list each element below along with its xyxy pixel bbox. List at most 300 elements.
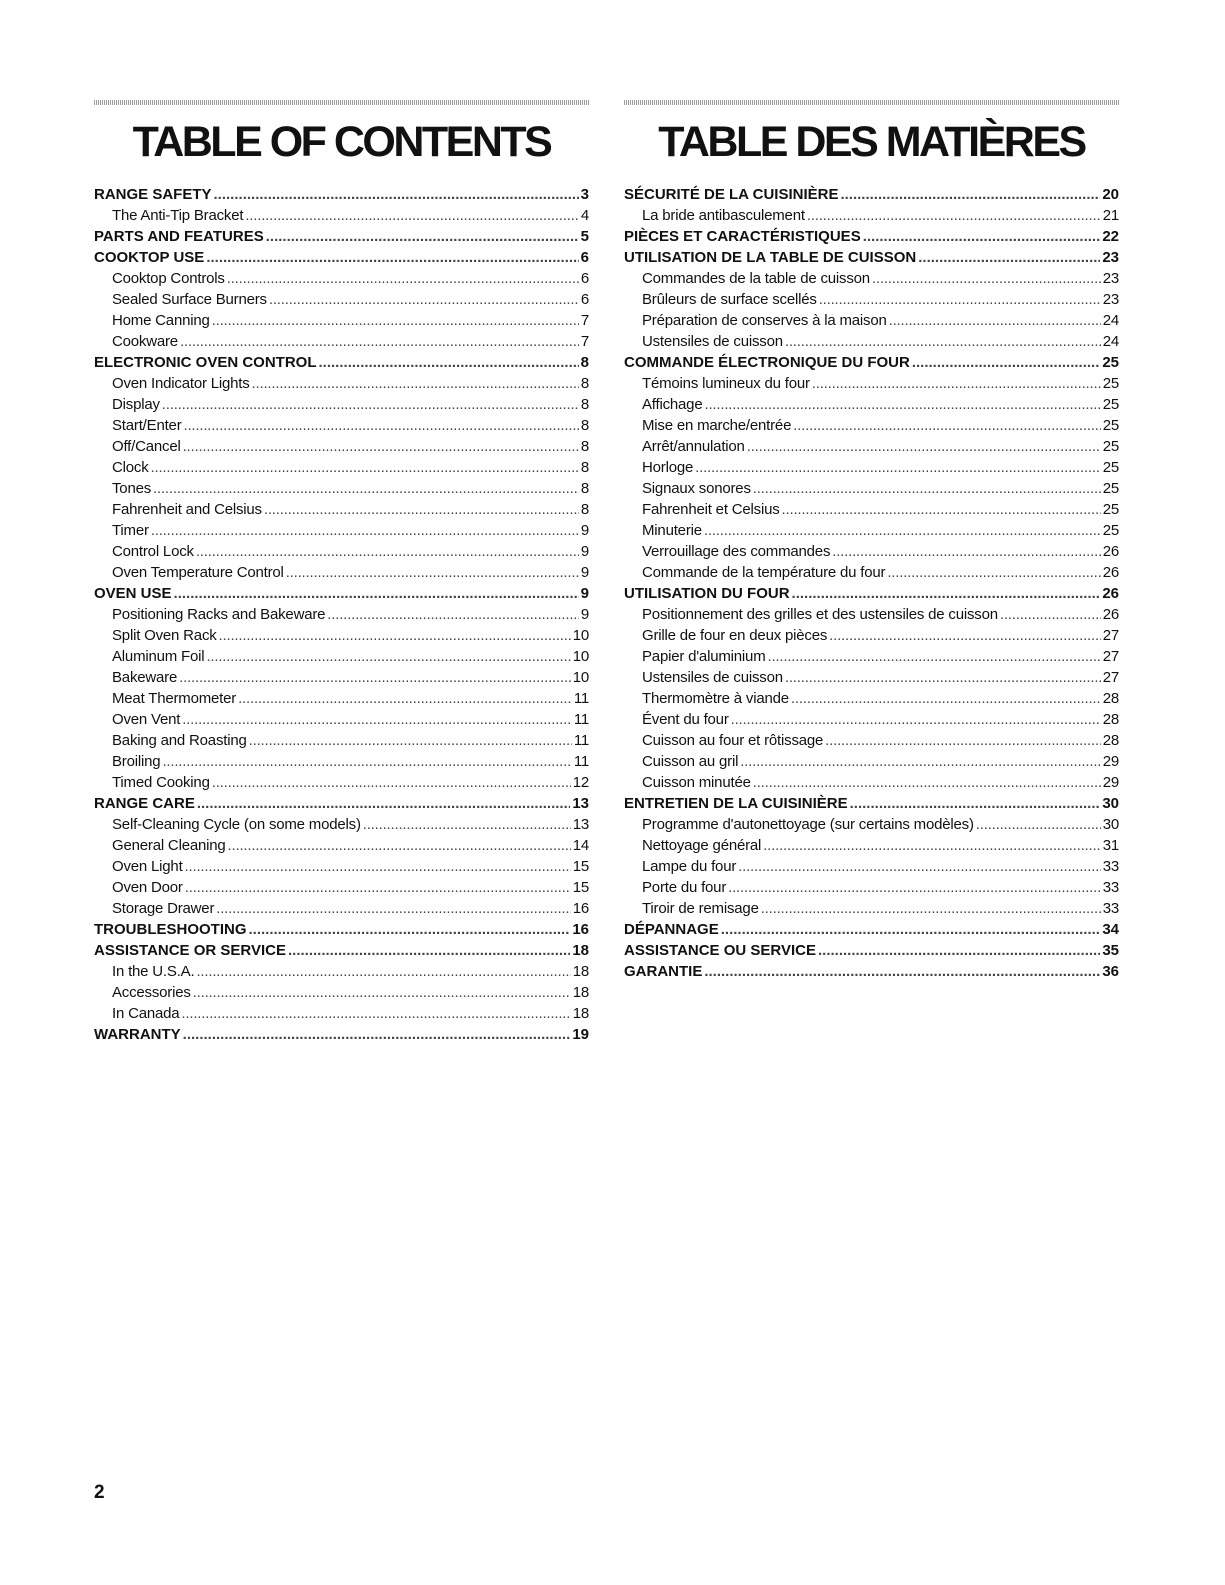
dot-leader (212, 772, 571, 793)
toc-subsection-entry (624, 667, 1119, 688)
dot-leader (812, 373, 1101, 394)
toc-entry-title: Display (112, 396, 160, 413)
toc-entry-title: RANGE CARE (94, 795, 195, 812)
dot-leader (214, 184, 579, 205)
toc-entry-title: Ustensiles de cuisson (642, 333, 783, 350)
dot-leader (174, 583, 579, 604)
toc-entry-page: 22 (1102, 228, 1119, 245)
dot-leader (196, 541, 579, 562)
toc-subsection-entry (94, 268, 589, 289)
dot-leader (238, 688, 572, 709)
toc-entry-title: Cuisson minutée (642, 774, 751, 791)
toc-subsection-entry (94, 814, 589, 835)
toc-entry-page: 25 (1102, 522, 1119, 539)
toc-entry-title: Home Canning (112, 312, 210, 329)
dot-leader (193, 982, 571, 1003)
dot-leader (363, 814, 571, 835)
toc-entry-page: 23 (1102, 270, 1119, 287)
toc-entry-page: 33 (1102, 879, 1119, 896)
toc-entry-title: Nettoyage général (642, 837, 762, 854)
toc-subsection-entry (94, 898, 589, 919)
toc-entry-title: Commande de la température du four (642, 564, 886, 581)
toc-entry-title: The Anti-Tip Bracket (112, 207, 244, 224)
toc-subsection-entry (624, 415, 1119, 436)
toc-entry-title: UTILISATION DE LA TABLE DE CUISSON (624, 249, 917, 266)
toc-entry-page: 27 (1102, 627, 1119, 644)
toc-entry-page: 31 (1102, 837, 1119, 854)
dot-leader (183, 1024, 571, 1045)
dot-leader (782, 499, 1101, 520)
toc-entry-page: 36 (1102, 963, 1119, 980)
dot-leader (912, 352, 1100, 373)
dot-leader (793, 415, 1100, 436)
dotted-rule (94, 100, 589, 105)
toc-entry-page: 25 (1102, 354, 1119, 371)
dot-leader (753, 772, 1101, 793)
toc-entry-page: 11 (573, 732, 589, 749)
toc-subsection-entry (94, 667, 589, 688)
toc-entry-title: Papier d'aluminium (642, 648, 766, 665)
toc-subsection-entry (94, 331, 589, 352)
toc-entry-title: Ustensiles de cuisson (642, 669, 783, 686)
toc-subsection-entry (624, 751, 1119, 772)
dot-leader (264, 499, 579, 520)
toc-subsection-entry (94, 436, 589, 457)
toc-entry-page: 3 (580, 186, 589, 203)
toc-entry-page: 25 (1102, 459, 1119, 476)
french-toc-list (624, 184, 1119, 982)
toc-entry-title: Témoins lumineux du four (642, 375, 810, 392)
toc-subsection-entry (624, 709, 1119, 730)
toc-entry-title: Aluminum Foil (112, 648, 205, 665)
toc-subsection-entry (94, 394, 589, 415)
toc-entry-page: 26 (1102, 564, 1119, 581)
dot-leader (829, 625, 1101, 646)
toc-entry-page: 8 (580, 480, 589, 497)
toc-entry-title: Oven Indicator Lights (112, 375, 250, 392)
toc-entry-title: Broiling (112, 753, 161, 770)
toc-entry-page: 9 (580, 543, 589, 560)
toc-entry-title: Mise en marche/entrée (642, 417, 792, 434)
toc-entry-page: 5 (580, 228, 589, 245)
toc-entry-page: 7 (580, 333, 589, 350)
toc-entry-title: RANGE SAFETY (94, 186, 212, 203)
dot-leader (197, 793, 570, 814)
toc-entry-title: ELECTRONIC OVEN CONTROL (94, 354, 317, 371)
dot-leader (249, 730, 572, 751)
toc-entry-title: Bakeware (112, 669, 178, 686)
toc-entry-title: Préparation de conserves à la maison (642, 312, 887, 329)
dot-leader (704, 394, 1100, 415)
toc-entry-page: 23 (1102, 249, 1119, 266)
toc-entry-page: 7 (580, 312, 589, 329)
toc-entry-title: Positioning Racks and Bakeware (112, 606, 326, 623)
dot-leader (180, 331, 579, 352)
dot-leader (288, 940, 570, 961)
toc-section-entry (94, 184, 589, 205)
dot-leader (181, 1003, 570, 1024)
dot-leader (889, 310, 1101, 331)
toc-entry-page: 8 (580, 396, 589, 413)
toc-subsection-entry (624, 394, 1119, 415)
toc-entry-page: 28 (1102, 732, 1119, 749)
english-toc-list (94, 184, 589, 1045)
toc-subsection-entry (624, 268, 1119, 289)
toc-entry-title: Commandes de la table de cuisson (642, 270, 870, 287)
dot-leader (791, 688, 1101, 709)
toc-entry-title: Control Lock (112, 543, 194, 560)
toc-entry-title: Sealed Surface Burners (112, 291, 267, 308)
toc-entry-title: Tiroir de remisage (642, 900, 759, 917)
french-toc-column (624, 100, 1119, 982)
toc-subsection-entry (624, 625, 1119, 646)
toc-entry-page: 29 (1102, 774, 1119, 791)
toc-entry-title: Baking and Roasting (112, 732, 247, 749)
toc-section-entry (624, 226, 1119, 247)
toc-subsection-entry (624, 604, 1119, 625)
toc-entry-page: 18 (572, 1005, 589, 1022)
dot-leader (162, 751, 571, 772)
toc-subsection-entry (624, 772, 1119, 793)
toc-entry-page: 30 (1102, 795, 1119, 812)
toc-subsection-entry (624, 436, 1119, 457)
toc-entry-page: 12 (572, 774, 589, 791)
toc-section-entry (624, 961, 1119, 982)
dot-leader (185, 877, 571, 898)
toc-subsection-entry (624, 541, 1119, 562)
toc-entry-title: Storage Drawer (112, 900, 215, 917)
toc-section-entry (624, 247, 1119, 268)
toc-entry-page: 13 (572, 795, 589, 812)
toc-entry-page: 25 (1102, 396, 1119, 413)
toc-entry-page: 15 (572, 879, 589, 896)
toc-entry-page: 29 (1102, 753, 1119, 770)
toc-entry-title: WARRANTY (94, 1026, 181, 1043)
toc-entry-title: Oven Door (112, 879, 183, 896)
dot-leader (731, 709, 1101, 730)
toc-entry-title: Timed Cooking (112, 774, 210, 791)
toc-entry-page: 10 (572, 648, 589, 665)
toc-entry-title: Oven Temperature Control (112, 564, 284, 581)
dot-leader (249, 919, 571, 940)
dot-leader (252, 373, 579, 394)
dot-leader (196, 961, 570, 982)
dot-leader (319, 352, 579, 373)
dot-leader (179, 667, 571, 688)
dot-leader (785, 331, 1101, 352)
toc-subsection-entry (624, 331, 1119, 352)
toc-subsection-entry (94, 289, 589, 310)
toc-entry-page: 13 (572, 816, 589, 833)
toc-section-entry (624, 940, 1119, 961)
toc-entry-page: 8 (580, 354, 589, 371)
toc-subsection-entry (624, 898, 1119, 919)
toc-entry-page: 35 (1102, 942, 1119, 959)
dot-leader (721, 919, 1101, 940)
toc-entry-title: Thermomètre à viande (642, 690, 789, 707)
toc-subsection-entry (624, 289, 1119, 310)
toc-section-entry (624, 793, 1119, 814)
dot-leader (825, 730, 1101, 751)
toc-entry-title: Split Oven Rack (112, 627, 217, 644)
toc-entry-title: Lampe du four (642, 858, 737, 875)
toc-entry-page: 26 (1102, 543, 1119, 560)
dot-leader (206, 646, 570, 667)
toc-entry-page: 18 (572, 984, 589, 1001)
toc-section-entry (624, 583, 1119, 604)
toc-entry-title: Positionnement des grilles et des ustensiles de cuisson (642, 606, 998, 623)
toc-entry-page: 11 (573, 753, 589, 770)
dot-leader (819, 289, 1101, 310)
toc-entry-page: 11 (573, 690, 589, 707)
dot-leader (850, 793, 1101, 814)
toc-subsection-entry (624, 562, 1119, 583)
toc-subsection-entry (94, 961, 589, 982)
toc-entry-title: La bride antibasculement (642, 207, 805, 224)
dot-leader (763, 835, 1101, 856)
dot-leader (753, 478, 1101, 499)
toc-entry-page: 21 (1102, 207, 1119, 224)
dot-leader (212, 310, 579, 331)
dot-leader (245, 205, 579, 226)
toc-entry-title: Oven Vent (112, 711, 181, 728)
toc-subsection-entry (94, 205, 589, 226)
toc-entry-page: 8 (580, 501, 589, 518)
toc-entry-title: Tones (112, 480, 152, 497)
toc-entry-title: In the U.S.A. (112, 963, 195, 980)
toc-subsection-entry (624, 646, 1119, 667)
toc-entry-title: ENTRETIEN DE LA CUISINIÈRE (624, 795, 848, 812)
toc-subsection-entry (624, 520, 1119, 541)
toc-entry-title: Affichage (642, 396, 703, 413)
dot-leader (792, 583, 1101, 604)
toc-section-entry (94, 247, 589, 268)
dot-leader (872, 268, 1101, 289)
toc-subsection-entry (94, 646, 589, 667)
toc-entry-title: General Cleaning (112, 837, 226, 854)
dot-leader (740, 751, 1100, 772)
toc-entry-page: 8 (580, 459, 589, 476)
dot-leader (286, 562, 579, 583)
toc-entry-page: 28 (1102, 690, 1119, 707)
toc-entry-page: 9 (580, 606, 589, 623)
toc-entry-page: 4 (580, 207, 589, 224)
toc-subsection-entry (624, 877, 1119, 898)
toc-subsection-entry (94, 709, 589, 730)
toc-subsection-entry (94, 625, 589, 646)
toc-entry-page: 27 (1102, 648, 1119, 665)
dot-leader (183, 436, 579, 457)
toc-entry-page: 26 (1102, 585, 1119, 602)
toc-entry-page: 25 (1102, 417, 1119, 434)
toc-entry-title: Cuisson au gril (642, 753, 739, 770)
toc-entry-title: Signaux sonores (642, 480, 751, 497)
toc-subsection-entry (94, 541, 589, 562)
toc-section-entry (94, 226, 589, 247)
toc-entry-page: 8 (580, 417, 589, 434)
toc-subsection-entry (624, 835, 1119, 856)
toc-entry-page: 20 (1102, 186, 1119, 203)
dot-leader (761, 898, 1101, 919)
toc-subsection-entry (94, 604, 589, 625)
toc-subsection-entry (624, 499, 1119, 520)
dot-leader (807, 205, 1101, 226)
dot-leader (216, 898, 570, 919)
toc-entry-title: ASSISTANCE OR SERVICE (94, 942, 286, 959)
english-toc-column (94, 100, 589, 1045)
toc-entry-page: 18 (572, 942, 589, 959)
toc-subsection-entry (94, 856, 589, 877)
toc-section-entry (624, 919, 1119, 940)
dot-leader (695, 457, 1101, 478)
dot-leader (151, 457, 579, 478)
toc-entry-title: ASSISTANCE OU SERVICE (624, 942, 816, 959)
french-toc-heading: TABLE DES MATIÈRES (658, 118, 1085, 166)
dot-leader (1000, 604, 1101, 625)
dot-leader (818, 940, 1100, 961)
toc-subsection-entry (94, 457, 589, 478)
dot-leader (768, 646, 1101, 667)
toc-subsection-entry (94, 835, 589, 856)
toc-entry-page: 26 (1102, 606, 1119, 623)
toc-entry-title: COMMANDE ÉLECTRONIQUE DU FOUR (624, 354, 910, 371)
toc-subsection-entry (94, 751, 589, 772)
dot-leader (887, 562, 1100, 583)
dot-leader (185, 856, 571, 877)
toc-entry-page: 25 (1102, 438, 1119, 455)
dot-leader (219, 625, 571, 646)
toc-section-entry (94, 1024, 589, 1045)
toc-entry-title: Oven Light (112, 858, 183, 875)
toc-section-entry (94, 583, 589, 604)
toc-entry-title: Timer (112, 522, 149, 539)
toc-subsection-entry (94, 1003, 589, 1024)
dotted-rule (624, 100, 1119, 105)
toc-entry-title: PARTS AND FEATURES (94, 228, 264, 245)
toc-entry-title: SÉCURITÉ DE LA CUISINIÈRE (624, 186, 839, 203)
toc-entry-title: GARANTIE (624, 963, 703, 980)
toc-entry-title: UTILISATION DU FOUR (624, 585, 790, 602)
toc-entry-page: 24 (1102, 333, 1119, 350)
toc-entry-title: Self-Cleaning Cycle (on some models) (112, 816, 361, 833)
toc-section-entry (94, 793, 589, 814)
toc-subsection-entry (94, 562, 589, 583)
dot-leader (728, 877, 1101, 898)
dot-leader (228, 835, 571, 856)
toc-section-entry (624, 184, 1119, 205)
dot-leader (206, 247, 578, 268)
toc-entry-page: 16 (572, 900, 589, 917)
toc-entry-page: 10 (572, 669, 589, 686)
toc-entry-title: PIÈCES ET CARACTÉRISTIQUES (624, 228, 861, 245)
toc-subsection-entry (94, 520, 589, 541)
toc-entry-title: DÉPANNAGE (624, 921, 719, 938)
dot-leader (738, 856, 1101, 877)
toc-section-entry (94, 919, 589, 940)
dot-leader (976, 814, 1101, 835)
toc-entry-title: Horloge (642, 459, 694, 476)
toc-subsection-entry (94, 499, 589, 520)
toc-entry-title: Programme d'autonettoyage (sur certains modèles) (642, 816, 974, 833)
toc-subsection-entry (94, 415, 589, 436)
toc-entry-page: 6 (580, 291, 589, 308)
toc-subsection-entry (94, 688, 589, 709)
dot-leader (704, 961, 1100, 982)
toc-entry-title: Fahrenheit et Celsius (642, 501, 780, 518)
toc-entry-page: 28 (1102, 711, 1119, 728)
toc-entry-page: 34 (1102, 921, 1119, 938)
toc-entry-title: In Canada (112, 1005, 180, 1022)
toc-entry-page: 33 (1102, 900, 1119, 917)
toc-entry-title: Évent du four (642, 711, 729, 728)
dot-leader (863, 226, 1101, 247)
dot-leader (151, 520, 579, 541)
dot-leader (269, 289, 579, 310)
toc-entry-page: 9 (580, 585, 589, 602)
page-number: 2 (94, 1482, 105, 1503)
dot-leader (785, 667, 1101, 688)
toc-entry-page: 25 (1102, 480, 1119, 497)
dot-leader (840, 184, 1100, 205)
toc-subsection-entry (624, 457, 1119, 478)
dot-leader (184, 415, 579, 436)
dot-leader (747, 436, 1101, 457)
toc-entry-title: Clock (112, 459, 149, 476)
toc-entry-title: OVEN USE (94, 585, 172, 602)
toc-entry-page: 25 (1102, 375, 1119, 392)
dot-leader (704, 520, 1101, 541)
toc-entry-page: 24 (1102, 312, 1119, 329)
toc-entry-title: Porte du four (642, 879, 727, 896)
toc-entry-page: 23 (1102, 291, 1119, 308)
toc-subsection-entry (624, 310, 1119, 331)
dot-leader (162, 394, 579, 415)
toc-subsection-entry (624, 205, 1119, 226)
toc-section-entry (94, 352, 589, 373)
toc-entry-title: TROUBLESHOOTING (94, 921, 247, 938)
dot-leader (832, 541, 1100, 562)
toc-entry-page: 15 (572, 858, 589, 875)
toc-entry-page: 8 (580, 438, 589, 455)
toc-entry-page: 11 (573, 711, 589, 728)
toc-subsection-entry (94, 982, 589, 1003)
toc-entry-page: 16 (572, 921, 589, 938)
toc-entry-page: 8 (580, 375, 589, 392)
toc-entry-page: 30 (1102, 816, 1119, 833)
toc-entry-title: Fahrenheit and Celsius (112, 501, 262, 518)
dot-leader (227, 268, 579, 289)
toc-entry-title: Brûleurs de surface scellés (642, 291, 817, 308)
toc-entry-page: 9 (580, 522, 589, 539)
dot-leader (266, 226, 579, 247)
toc-entry-title: Start/Enter (112, 417, 182, 434)
toc-subsection-entry (624, 856, 1119, 877)
toc-subsection-entry (624, 478, 1119, 499)
toc-section-entry (624, 352, 1119, 373)
toc-entry-title: Off/Cancel (112, 438, 181, 455)
toc-subsection-entry (94, 478, 589, 499)
english-toc-heading: TABLE OF CONTENTS (132, 118, 551, 166)
toc-subsection-entry (624, 688, 1119, 709)
toc-entry-page: 9 (580, 564, 589, 581)
toc-entry-page: 14 (572, 837, 589, 854)
toc-subsection-entry (94, 310, 589, 331)
toc-subsection-entry (624, 814, 1119, 835)
toc-entry-page: 10 (572, 627, 589, 644)
dot-leader (918, 247, 1100, 268)
toc-entry-title: Minuterie (642, 522, 702, 539)
toc-entry-page: 33 (1102, 858, 1119, 875)
